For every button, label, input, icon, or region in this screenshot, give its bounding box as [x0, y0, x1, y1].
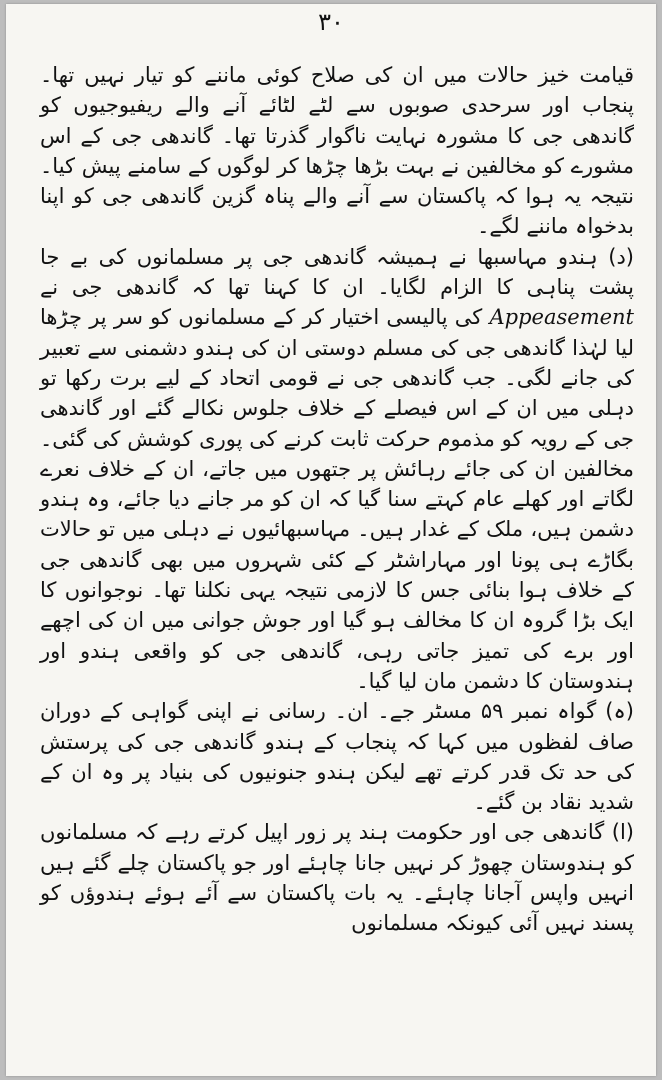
- paragraph-1-text: قیامت خیز حالات میں ان کی صلاح کوئی ماننے کو تیار نہیں تھا۔ پنجاب اور سرحدی صوبوں سے لٹے لٹائے آنے والے ریفیوجیوں کو گاندھی جی کا مشورہ نہایت ناگوار گذرتا تھا۔ گاندھی جی کے اس مشورے کو مخالفین نے بہت بڑھا چڑھا کر لوگوں کے سامنے پیش کیا۔ نتیجہ یہ ہوا کہ پاکستان سے آنے والے پناہ گزین گاندھی جی کو اپنا بدخواہ ماننے لگے۔: [40, 63, 634, 239]
- book-page: [6, 4, 656, 1076]
- appeasement-term: Appeasement: [489, 305, 634, 330]
- paragraph-4: [40, 817, 634, 938]
- paragraph-1: [40, 60, 634, 242]
- paragraph-2-text-start: (د) ہندو مہاسبھا نے ہمیشہ گاندھی جی پر مسلمانوں کی بے جا پشت پناہی کا الزام لگایا۔ ان کا کہنا تھا کہ گاندھی جی نے: [40, 244, 634, 300]
- page-number: ۳۰: [318, 8, 344, 36]
- paragraph-2: [40, 242, 634, 696]
- paragraph-4-text: (ا) گاندھی جی اور حکومت ہند پر زور اپیل کرتے رہے کہ مسلمانوں کو ہندوستان چھوڑ کر نہیں جانا چاہئے اور جو پاکستان چلے گئے ہیں انہیں واپس آجانا چاہئے۔ یہ بات پاکستان سے آئے ہوئے ہندوؤں کو پسند نہیں آئی کیونکہ مسلمانوں: [40, 820, 634, 936]
- paragraph-3: [40, 696, 634, 817]
- page-body: [40, 60, 634, 939]
- paragraph-3-text: (ہ) گواہ نمبر ۵۹ مسٹر جے۔ ان۔ رسانی نے اپنی گواہی کے دوران صاف لفظوں میں کہا کہ پنجاب کے ہندو گاندھی جی کی پرستش کی حد تک قدر کرتے تھے لیکن ہندو جنونیوں کی بنیاد پر وہ ان کے شدید نقاد بن گئے۔: [40, 699, 634, 815]
- paragraph-2-text-end: کی پالیسی اختیار کر کے مسلمانوں کو سر پر چڑھا لیا لہٰذا گاندھی جی کی مسلم دوستی ان کی ہندو دشمنی سے تعبیر کی جانے لگی۔ جب گاندھی جی نے قومی اتحاد کے لیے برت رکھا تو دہلی میں ان کے اس فیصلے کے خلاف جلوس نکالے گئے اور گاندھی جی کے رویہ کو مذموم حرکت ثابت کرنے کی پوری کوشش کی گئی۔ مخالفین ان کی جائے رہائش پر جتھوں میں جاتے، ان کے خلاف نعرے لگاتے اور کھلے عام کہتے سنا گیا کہ ان کو مر جانے دیا جائے، وہ ہندو دشمن ہیں، ملک کے غدار ہیں۔ مہاسبھائیوں نے دہلی میں تو حالات بگاڑے ہی پونا اور مہاراشٹر کے کئی شہروں میں بھی گاندھی جی کے خلاف ہوا بنائی جس کا لازمی نتیجہ یہی نکلنا تھا۔ نوجوانوں کا ایک بڑا گروہ ان کا مخالف ہو گیا اور جوش جوانی میں ان کی اچھے اور برے کی تمیز جاتی رہی، گاندھی جی کو واقعی ہندو اور ہندوستان کا دشمن مان لیا گیا۔: [40, 305, 634, 693]
